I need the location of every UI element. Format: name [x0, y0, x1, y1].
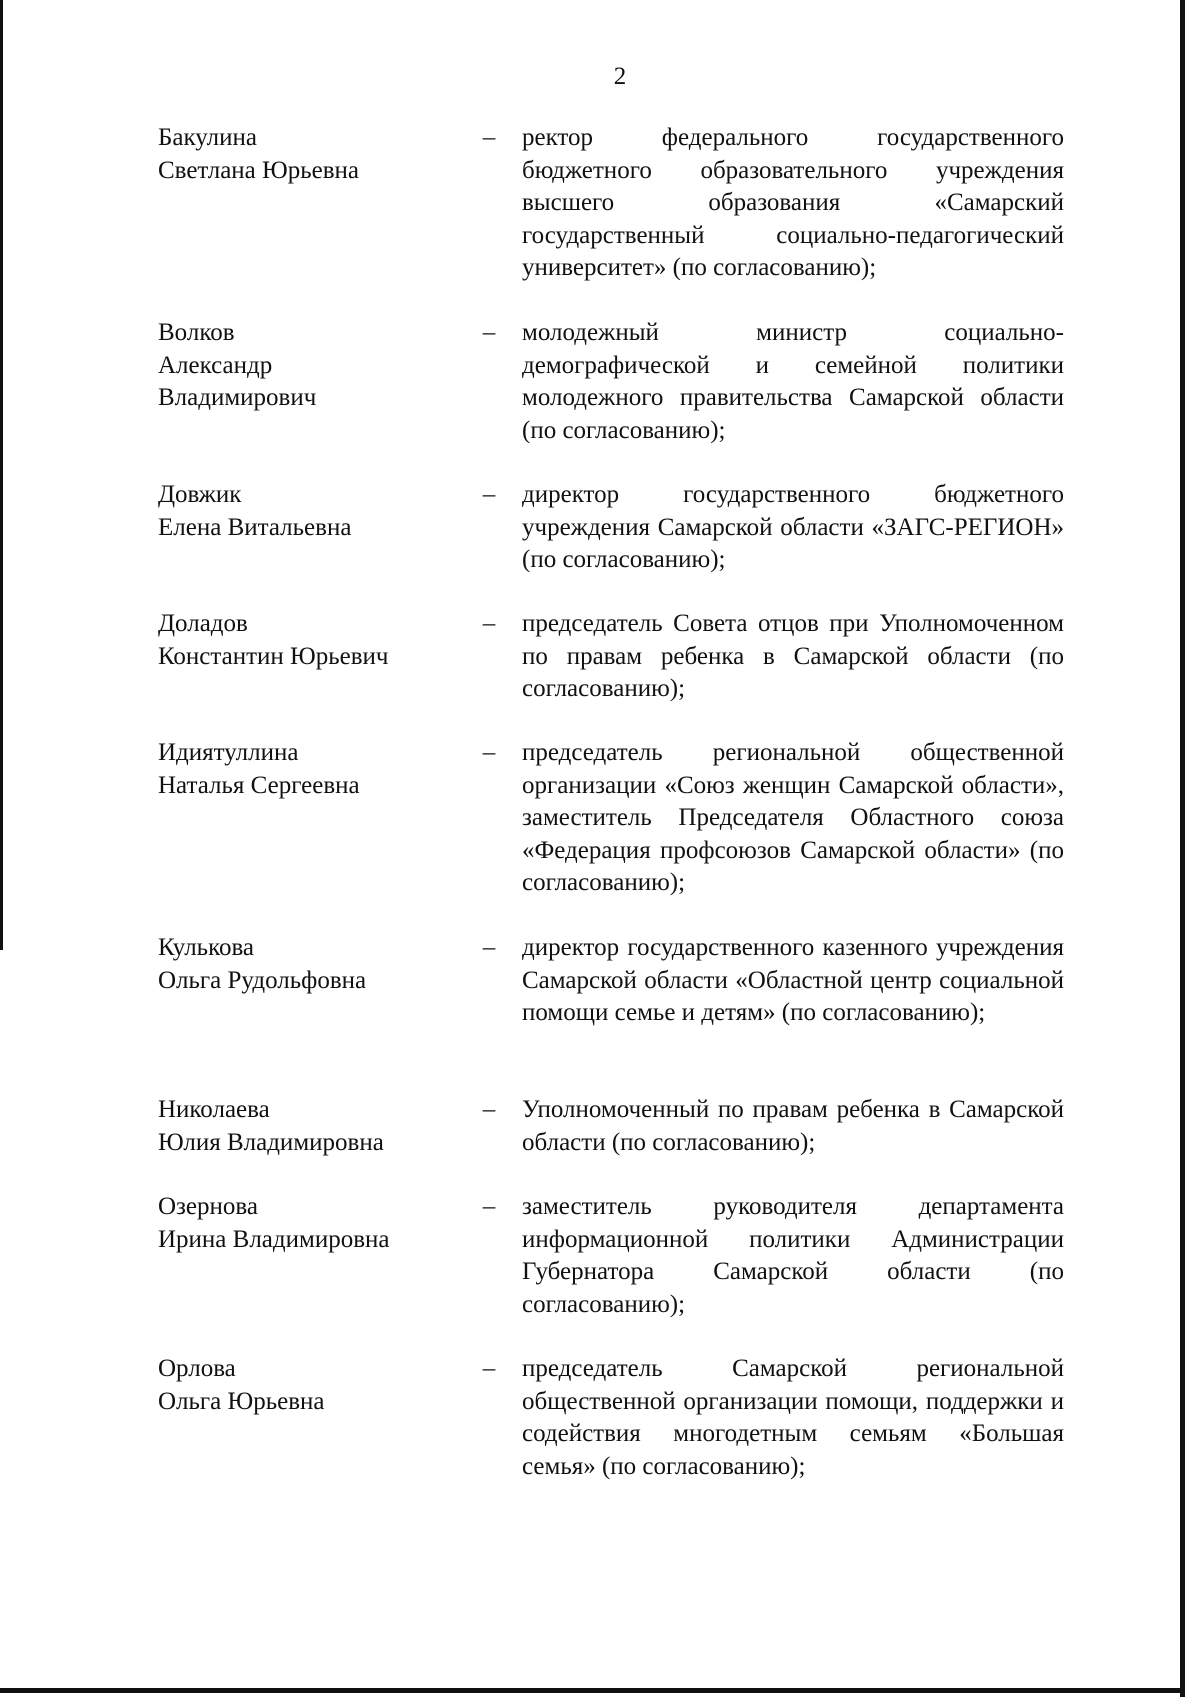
dash-separator: – — [482, 739, 496, 766]
name-line: Волков — [158, 319, 235, 346]
dash-separator: – — [482, 481, 496, 508]
member-name — [158, 122, 458, 187]
name-line: Ольга Рудольфовна — [158, 966, 367, 994]
name-line: Довжик — [158, 481, 242, 508]
member-role: председатель Самарской региональной общественной организации помощи, поддержки и содействия многодетным семьям «Большая семья» (по согласованию); — [522, 1355, 1064, 1480]
page-number: 2 — [613, 63, 627, 90]
dash-separator: – — [482, 610, 496, 637]
member-name — [158, 1094, 458, 1159]
member-role: Уполномоченный по правам ребенка в Самарской области (по согласованию); — [522, 1096, 1064, 1156]
member-role: председатель Совета отцов при Уполномоченном по правам ребенка в Самарской области (по согласованию); — [522, 610, 1064, 703]
member-name — [158, 317, 458, 415]
member-name — [158, 608, 458, 673]
member-name — [158, 737, 458, 802]
member-role: директор государственного бюджетного учреждения Самарской области «ЗАГС-РЕГИОН» (по согласованию); — [522, 481, 1064, 574]
dash-separator: – — [482, 934, 496, 961]
name-line: Константин Юрьевич — [158, 642, 389, 670]
name-line: Доладов — [158, 610, 248, 637]
name-line: Орлова — [158, 1355, 236, 1382]
name-line: Ирина Владимировна — [158, 1225, 390, 1253]
member-name — [158, 1353, 458, 1418]
member-role: директор государственного казенного учреждения Самарской области «Областной центр социальной помощи семье и детям» (по согласованию); — [522, 934, 1064, 1027]
name-line: Александр — [158, 351, 273, 379]
dash-separator: – — [482, 1096, 496, 1123]
member-name — [158, 479, 458, 544]
dash-separator: – — [482, 1193, 496, 1220]
member-name — [158, 1191, 458, 1256]
dash-separator: – — [482, 1355, 496, 1382]
name-line: Ольга Юрьевна — [158, 1387, 325, 1415]
member-name — [158, 932, 458, 997]
member-role: заместитель руководителя департамента информационной политики Администрации Губернатора Самарской области (по согласованию); — [522, 1193, 1064, 1318]
name-line: Озернова — [158, 1193, 258, 1220]
name-line: Николаева — [158, 1096, 270, 1123]
name-line: Бакулина — [158, 124, 257, 151]
name-line: Юлия Владимировна — [158, 1128, 384, 1156]
name-line: Владимирович — [158, 384, 317, 412]
dash-separator: – — [482, 319, 496, 346]
name-line: Идиятуллина — [158, 739, 299, 766]
member-role: молодежный министр социально-демографической и семейной политики молодежного правительства Самарской области (по согласованию); — [522, 319, 1064, 444]
name-line: Наталья Сергеевна — [158, 771, 360, 799]
name-line: Кулькова — [158, 934, 255, 961]
name-line: Светлана Юрьевна — [158, 156, 360, 184]
member-role: ректор федерального государственного бюджетного образовательного учреждения высшего образования «Самарский государственный социально-педагогический университет» (по согласованию); — [522, 124, 1064, 282]
name-line: Елена Витальевна — [158, 513, 352, 541]
dash-separator: – — [482, 124, 496, 151]
member-role: председатель региональной общественной организации «Союз женщин Самарской области», заместитель Председателя Областного союза «Федерация профсоюзов Самарской области» (по согласованию); — [522, 739, 1064, 897]
